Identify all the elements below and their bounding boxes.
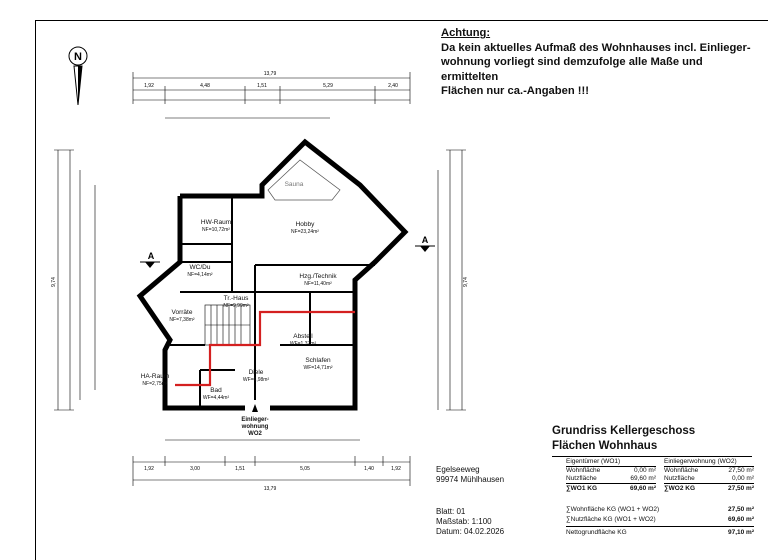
room-hw-raum-area: NF=10,72m²: [202, 227, 230, 233]
dim-top-5: 2,40: [388, 83, 398, 89]
dim-top-3: 1,51: [257, 83, 267, 89]
netto-value: 97,10 m²: [727, 529, 754, 536]
title-line-2: Flächen Wohnhaus: [552, 440, 658, 452]
total-wohn-value: 27,50 m²: [727, 506, 754, 513]
entrance-arrow-icon: [252, 404, 258, 412]
dim-bottom-3: 1,51: [235, 466, 245, 472]
room-wc-du-name: WC/Du: [189, 264, 211, 271]
warning-note: [441, 26, 761, 99]
room-abstell-area: WF=1,37m²: [289, 341, 317, 347]
section-label-left: A: [147, 251, 155, 261]
tenant-header: Einliegerwohnung (WO2): [664, 458, 754, 467]
room-vorraete-area: NF=7,38m²: [169, 317, 195, 323]
wo1-nutz-value: 69,60 m²: [630, 475, 656, 482]
section-marker-left: [140, 251, 160, 268]
totals-table: [566, 506, 754, 537]
dim-bottom-6: 1,92: [391, 466, 401, 472]
warning-title: Achtung:: [441, 27, 491, 39]
inner-walls: [170, 196, 375, 408]
wo2-sum-value: 27,50 m²: [727, 485, 754, 492]
room-ha-raum-name: HA-Raum: [140, 373, 170, 380]
dimension-lines-top: [133, 72, 410, 118]
dim-bottom-2: 3,00: [190, 466, 200, 472]
room-wc-du-area: NF=4,14m²: [187, 272, 213, 278]
dim-right-total: 9,74: [463, 277, 469, 287]
entrance-label-3: WO2: [248, 431, 262, 437]
total-nutz-label: ∑Nutzfläche KG (WO1 + WO2): [566, 516, 656, 523]
building-walls: [140, 142, 405, 408]
total-nutz-value: 69,60 m²: [727, 516, 754, 523]
section-marker-right: [415, 235, 435, 252]
wo1-sum-label: ∑WO1 KG: [566, 485, 597, 492]
wo1-sum-value: 69,60 m²: [629, 485, 656, 492]
wo2-sum-label: ∑WO2 KG: [664, 485, 695, 492]
section-label-right: A: [421, 235, 429, 245]
north-label: N: [74, 51, 82, 63]
tenant-table: [664, 458, 754, 493]
wo1-wohn-label: Wohnfläche: [566, 467, 601, 474]
title-block-heading: [552, 424, 695, 454]
wo2-nutz-value: 0,00 m²: [731, 475, 754, 482]
wo2-wohn-label: Wohnfläche: [664, 467, 699, 474]
room-diele-area: WF=6,98m²: [242, 377, 270, 383]
sheet-info: [436, 507, 504, 537]
warning-line-3: Flächen nur ca.-Angaben !!!: [441, 85, 589, 97]
dim-left-total: 9,74: [51, 277, 57, 287]
sheet-date: Datum: 04.02.2026: [436, 527, 505, 536]
wo1-nutz-label: Nutzfläche: [566, 475, 597, 482]
room-hzg-area: NF=11,40m²: [304, 281, 332, 287]
room-bad-name: Bad: [210, 387, 222, 394]
address-street: Egelseeweg: [436, 465, 480, 474]
dim-bottom-1: 1,92: [144, 466, 154, 472]
room-hobby-area: NF=23,24m²: [291, 229, 319, 235]
netto-label: Nettogrundfläche KG: [566, 529, 627, 536]
wo2-nutz-label: Nutzfläche: [664, 475, 695, 482]
dim-bottom-4: 5,05: [300, 466, 310, 472]
apartment-boundary: [175, 312, 355, 385]
room-sauna-label: Sauna: [284, 181, 304, 188]
warning-line-1: Da kein aktuelles Aufmaß des Wohnhauses incl. Einlieger-: [441, 41, 751, 54]
sheet-scale: Maßstab: 1:100: [436, 517, 492, 526]
room-vorraete-name: Vorräte: [171, 309, 193, 316]
address-city: 99974 Mühlhausen: [436, 475, 505, 484]
dim-bottom-5: 1,40: [364, 466, 374, 472]
room-abstell-name: Abstell: [293, 333, 313, 340]
room-ha-raum-area: NF=2,75m²: [142, 381, 168, 387]
wo1-wohn-value: 0,00 m²: [633, 467, 656, 474]
room-hzg-name: Hzg./Technik: [299, 273, 337, 280]
room-hobby-name: Hobby: [295, 221, 315, 228]
title-line-1: Grundriss Kellergeschoss: [552, 425, 696, 437]
room-tr-haus-name: Tr.-Haus: [223, 295, 249, 302]
room-diele-name: Diele: [248, 369, 264, 376]
staircase: [205, 305, 250, 345]
warning-line-2: wohnung vorliegt sind demzufolge alle Maße und ermittelten: [441, 56, 703, 83]
title-rule: [552, 456, 752, 457]
room-hw-raum-name: HW-Raum: [200, 219, 232, 226]
entrance-label-1: Einlieger-: [241, 417, 269, 423]
north-arrow-icon: [69, 47, 87, 105]
entrance-label-2: wohnung: [241, 424, 269, 430]
room-schlafen-name: Schlafen: [305, 357, 331, 364]
wo2-wohn-value: 27,50 m²: [728, 467, 754, 474]
dim-top-4: 5,29: [323, 83, 333, 89]
room-bad-area: WF=4,44m²: [202, 395, 230, 401]
address-block: [436, 465, 504, 485]
dim-top-2: 4,48: [200, 83, 210, 89]
total-wohn-label: ∑Wohnfläche KG (WO1 + WO2): [566, 506, 660, 513]
dimension-lines-bottom: [133, 440, 410, 486]
dim-bottom-total: 13,79: [263, 486, 277, 492]
dim-top-total: 13,79: [263, 71, 277, 77]
dim-top-1: 1,92: [144, 83, 154, 89]
room-schlafen-area: WF=14,71m²: [303, 365, 333, 371]
sheet-number: Blatt: 01: [436, 507, 466, 516]
room-tr-haus-area: NF=9,99m²: [223, 303, 249, 309]
owner-table: [566, 458, 656, 493]
owner-header: Eigentümer (WO1): [566, 458, 656, 467]
